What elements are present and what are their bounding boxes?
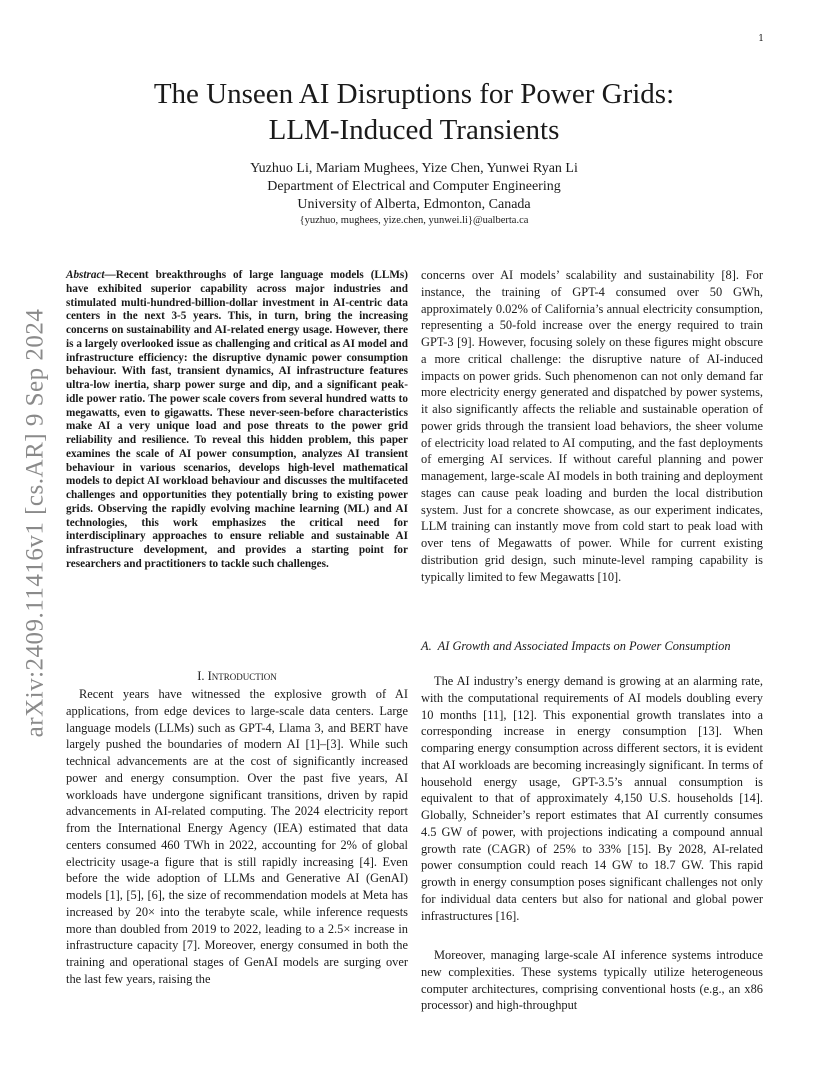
author-department: Department of Electrical and Computer Engineering (267, 179, 561, 194)
abstract (66, 269, 408, 572)
author-university: University of Alberta, Edmonton, Canada (297, 197, 531, 212)
subsection-number: A. (421, 639, 432, 653)
arxiv-identifier: arXiv:2409.11416v1 [cs.AR] 9 Sep 2024 (21, 308, 48, 738)
subsection-a-paragraph-2: Moreover, managing large-scale AI inference systems introduce new complexities. These systems typically utilize heterogeneous computer architectures, comprising conventional hosts (e.g., an x86 processor) and high-throughput (421, 948, 763, 1013)
author-emails: {yuzhuo, mughees, yize.chen, yunwei.li}@ualberta.ca (299, 215, 529, 226)
title-line-1: The Unseen AI Disruptions for Power Grids: (153, 78, 675, 110)
abstract-text: —Recent breakthroughs of large language models (LLMs) have exhibited superior capability across major industries and stimulated multi-hundred-billion-dollar investment in AI-centric data centers in the next 3-5 years. This, in turn, bring the increasing concerns on sustainability and AI-related energy usage. However, there is a largely overlooked issue as challenging and critical as AI model and infrastructure efficiency: the disruptive dynamic power consumption behaviour. With fast, transient dynamics, AI infrastructure features ultra-low inertia, sharp power surge and dip, and a significant peak-idle power ratio. The power scale covers from several hundred watts to megawatts, even to gigawatts. These never-seen-before characteristics make AI a very unique load and pose threats to the power grid reliability and resilience. To reveal this hidden problem, this paper examines the scale of AI power consumption, analyzes AI transient behaviour in various scenarios, develops high-level mathematical models to depict AI workload behaviour and discusses the multifaceted challenges and opportunities they potentially bring to existing power grids. Observing the rapidly evolving machine learning (ML) and AI technologies, this work emphasizes the critical need for interdisciplinary approaches to ensure reliable and sustainable AI infrastructure development, and provides a starting point for researchers and practitioners to tackle such challenges. (66, 269, 408, 570)
abstract-label: Abstract (66, 269, 105, 281)
author-names: Yuzhuo Li, Mariam Mughees, Yize Chen, Yunwei Ryan Li (250, 161, 578, 176)
page-number: 1 (758, 34, 764, 44)
author-block (66, 160, 762, 227)
intro-paragraph-1-continued: concerns over AI models’ scalability and sustainability [8]. For instance, the training of GPT-4 consumed over 50 GWh, approximately 0.02% of California’s annual electricity consumption, representing a 50-fold increase over the energy required to train GPT-3 [9]. However, focusing solely on these figures might obscure a more critical challenge: the disruptive nature of AI-induced impacts on power grids. Such phenomenon can not only demand far more electricity energy generated and dispatched by power systems, it also significantly affects the reliable and sustainable operation of power grids through the transient load behaviors, the sheer volume of electricity load related to AI computing, and the fast deployments of emerging AI services. If without careful planning and power management, large-scale AI models in both training and deployment stages can cause peak loading and burden the local distribution system. Just for a concrete showcase, as our experiment indicates, LLM training can instantly move from cold start to peak load with over tens of Megawatts of power. While for current existing distribution grid design, such minute-level ramping capability is typically limited to few Megawatts [10]. (421, 268, 763, 584)
subsection-title: AI Growth and Associated Impacts on Power Consumption (437, 639, 731, 653)
subsection-a-paragraph-1: The AI industry’s energy demand is growing at an alarming rate, with the computational requirements of AI models doubling every 10 months [11], [12]. This exponential growth translates into a corresponding increase in energy consumption [13]. When comparing energy consumption across different sectors, it is evident that AI workloads are becoming increasingly significant. In terms of household energy usage, GPT-3.5’s annual consumption is equivalent to that of approximately 4,150 U.S. households [14]. Globally, Schneider’s report estimates that AI currently consumes 4.5 GW of power, with projections indicating a compound annual growth rate (CAGR) of 25% to 33% [15]. By 2028, AI-related power consumption could reach 14 GW to 18.7 GW. This rapid growth in energy consumption poses significant challenges not only for individual data centers but also for national and global power infrastructures [16]. (421, 674, 763, 923)
intro-paragraph-1: Recent years have witnessed the explosive growth of AI applications, from edge devices to large-scale data centers. Large language models (LLMs) such as GPT-4, Llama 3, and BERT have largely pushed the boundaries of modern AI [1]–[3]. While such technical advancements are at the cost of significantly increased power and energy consumption. Over the past five years, AI workloads have undergone significant transitions, driven by rapid advancements in AI-related computing. The 2024 electricity report from the International Energy Agency (IEA) estimated that data centers consumed 460 TWh in 2022, accounting for 2% of global electricity usage-a figure that is still rapidly increasing [4]. Even before the wide adoption of LLMs and Generative AI (GenAI) models [1], [5], [6], the size of recommendation models at Meta has increased by 20× into the terabyte scale, while inference requests more than doubled from 2019 to 2022, leading to a 2.5× increase in infrastructure capacity [7]. Moreover, energy consumed in both the training and operational stages of GenAI models are surging over the last few years, raising the (66, 687, 408, 986)
section-heading-introduction: I. Introduction (197, 669, 277, 683)
subsection-heading-a (421, 638, 763, 655)
paper-title (66, 76, 762, 148)
title-line-2: LLM-Induced Transients (268, 114, 560, 146)
arxiv-stamp (18, 293, 52, 753)
